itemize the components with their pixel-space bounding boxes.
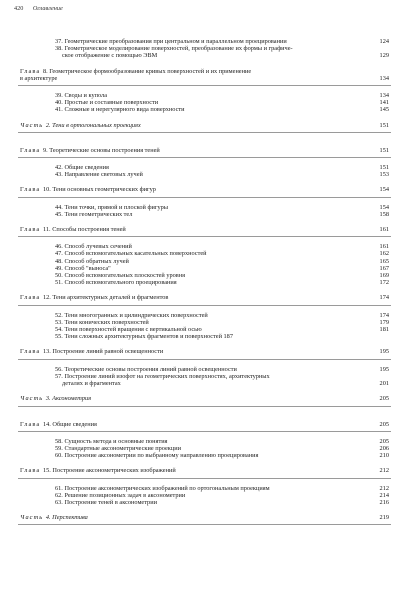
spacer — [0, 133, 409, 139]
entry-title: Направление световых лучей — [64, 171, 143, 179]
toc-part-text — [0, 514, 409, 521]
toc-entry-text — [0, 452, 409, 459]
page-ref: 141 — [379, 99, 389, 107]
chapter-number: 9. — [42, 146, 50, 154]
entry-title: Тени конических поверхностей — [64, 318, 149, 326]
toc-entry-text — [0, 99, 409, 106]
entry-title: Своды и купола — [64, 92, 107, 100]
toc-entry-row — [0, 445, 409, 452]
chapter-title: Тени архитектурных деталей и фрагментов — [52, 294, 169, 302]
page-ref: 129 — [379, 52, 389, 60]
page-ref: 158 — [379, 210, 389, 218]
page-ref: 174 — [379, 294, 389, 302]
entry-number: 60. — [55, 452, 65, 460]
page-ref: 161 — [379, 243, 389, 251]
entry-title: Построение аксонометрических изображений по ортогональным проекциям — [64, 484, 270, 492]
toc-entry-row — [0, 492, 409, 499]
toc-chapter-row — [0, 348, 409, 355]
toc-entry-row — [0, 452, 409, 459]
page-ref: 219 — [379, 514, 389, 522]
entry-title: Сложные и нерегулярного вида поверхности — [64, 106, 185, 114]
page-ref: 214 — [379, 491, 389, 499]
page-ref: 151 — [379, 146, 389, 154]
toc-entry-row — [0, 171, 409, 178]
running-head-title: Оглавление — [32, 5, 63, 12]
entry-title: Способ лучевых сечений — [64, 243, 132, 251]
toc-entry-text — [0, 366, 409, 373]
part-number: 3. — [45, 395, 53, 403]
chapter-label: Глава — [20, 294, 43, 302]
entry-title-continuation: в архитектуре — [20, 74, 58, 82]
part-number: 4. — [45, 514, 53, 522]
page-number: 420 — [14, 5, 24, 12]
page-ref: 167 — [379, 264, 389, 272]
chapter-number: 11. — [42, 226, 53, 234]
toc-entry-row — [0, 99, 409, 106]
toc-chapter-row — [0, 186, 409, 193]
toc-entry-text — [0, 485, 409, 492]
toc-entry-row — [0, 279, 409, 286]
toc-chapter-row — [0, 68, 409, 82]
running-head — [14, 5, 63, 12]
toc-entry-text — [0, 492, 409, 499]
toc-entry-row — [0, 265, 409, 272]
toc-entry-row — [0, 106, 409, 113]
toc-chapter-text — [0, 226, 409, 233]
entry-title: Теоретические основы построения линий равной освещенности — [64, 365, 237, 373]
toc-entry-text — [0, 438, 409, 445]
entry-title: Тени геометрических тел — [64, 210, 133, 218]
entry-title: Тени сложных архитектурных фрагментов и поверхностей 187 — [64, 333, 233, 341]
page-ref: 153 — [379, 171, 389, 179]
toc-entry-text — [0, 265, 409, 272]
toc-entry-text — [0, 445, 409, 452]
entry-number: 59. — [55, 444, 65, 452]
toc-entry-row — [0, 92, 409, 99]
toc-chapter-text — [0, 467, 409, 474]
entry-title: Способ обратных лучей — [64, 257, 129, 265]
entry-number: 53. — [55, 318, 65, 326]
toc-entry-row — [0, 272, 409, 279]
page-ref: 145 — [379, 106, 389, 114]
toc-part-row — [0, 514, 409, 521]
toc-chapter-text — [0, 186, 409, 193]
toc-entry-text — [0, 326, 409, 333]
part-title: Тени в ортогональных проекциях — [52, 121, 141, 129]
toc-entry-text — [0, 373, 409, 380]
toc-entry-row — [0, 211, 409, 218]
chapter-number: 12. — [42, 294, 53, 302]
page-ref: 216 — [379, 498, 389, 506]
entry-number: 40. — [55, 99, 65, 107]
toc-entry-text — [0, 243, 409, 250]
part-title: Перспектива — [52, 514, 88, 522]
toc-chapter-text — [0, 294, 409, 301]
entry-title: Решение позиционных задач в аксонометрии — [64, 491, 186, 499]
spacer — [0, 525, 409, 531]
page-ref: 205 — [379, 395, 389, 403]
entry-title-continuation: ское отображение с помощью ЭВМ — [62, 52, 158, 60]
chapter-number: 14. — [42, 420, 53, 428]
entry-number: 56. — [55, 365, 65, 373]
entry-number: 48. — [55, 257, 65, 265]
toc-entry-text — [0, 92, 409, 99]
chapter-label: Глава — [20, 467, 43, 475]
page-ref: 174 — [379, 311, 389, 319]
page-ref: 206 — [379, 444, 389, 452]
toc-part-text — [0, 122, 409, 129]
chapter-title: Построение линий равной освещенности — [52, 348, 164, 356]
chapter-number: 13. — [42, 348, 53, 356]
entry-title: Тени точки, прямой и плоской фигуры — [64, 203, 169, 211]
entry-number: 42. — [55, 164, 65, 172]
toc-entry-row — [0, 258, 409, 265]
page-ref: 169 — [379, 272, 389, 280]
entry-number: 57. — [55, 372, 65, 380]
toc-entry-text — [0, 171, 409, 178]
part-label: Часть — [20, 395, 46, 403]
entry-number: 43. — [55, 171, 65, 179]
entry-title: Геометрические преобразования при центральном и параллельном проецировании — [64, 38, 287, 45]
toc-chapter-row — [0, 226, 409, 233]
chapter-number: 15. — [42, 467, 53, 475]
entry-title: Сущность метода и основные понятия — [64, 437, 168, 445]
page-ref: 205 — [379, 420, 389, 428]
toc-entry-row — [0, 485, 409, 492]
page-ref: 181 — [379, 326, 389, 334]
chapter-title: Способы построения теней — [52, 226, 126, 234]
toc-entry-row — [0, 438, 409, 445]
toc-entry-row — [0, 319, 409, 326]
toc-chapter-row — [0, 421, 409, 428]
toc-entry-row — [0, 326, 409, 333]
toc-chapter-text — [0, 68, 409, 75]
entry-number: 47. — [55, 250, 65, 258]
toc-entry-row — [0, 366, 409, 373]
entry-title: Общие сведения — [64, 164, 109, 172]
toc-entry-row — [0, 373, 409, 387]
chapter-title: Теоретические основы построения теней — [49, 146, 160, 154]
page-ref: 161 — [379, 226, 389, 234]
chapter-number: 10. — [42, 186, 53, 194]
entry-number: 41. — [55, 106, 65, 114]
entry-title: Тени многогранных и цилиндрических поверхностей — [64, 311, 208, 319]
chapter-title: Общие сведения — [52, 420, 97, 428]
page-ref: 165 — [379, 257, 389, 265]
toc-entry-row — [0, 204, 409, 211]
part-number: 2. — [45, 121, 53, 129]
chapter-title: Тени основных геометрических фигур — [52, 186, 156, 194]
toc-entry-text — [0, 38, 409, 45]
toc-entry-row — [0, 45, 409, 59]
toc-part-row — [0, 122, 409, 129]
entry-number: 55. — [55, 333, 65, 341]
entry-number: 44. — [55, 203, 65, 211]
page-ref: 212 — [379, 484, 389, 492]
entry-number: 49. — [55, 264, 65, 272]
page-ref: 179 — [379, 318, 389, 326]
toc-entry-row — [0, 250, 409, 257]
chapter-title: Геометрическое формообразование кривых поверхностей и их применение — [49, 67, 252, 75]
chapter-title: Построение аксонометрических изображений — [52, 467, 176, 475]
toc-entry-text — [0, 250, 409, 257]
part-label: Часть — [20, 514, 46, 522]
toc-entry-text — [0, 312, 409, 319]
page-ref: 134 — [379, 74, 389, 82]
page-ref: 151 — [379, 121, 389, 129]
page-ref: 154 — [379, 203, 389, 211]
part-title: Аксонометрия — [52, 395, 92, 403]
entry-number: 45. — [55, 210, 65, 218]
page-ref: 151 — [379, 164, 389, 172]
entry-title: Простые и составные поверхности — [64, 99, 159, 107]
entry-number: 50. — [55, 272, 65, 280]
entry-number: 38. — [55, 45, 65, 53]
entry-number: 51. — [55, 279, 65, 287]
toc-chapter-text — [0, 147, 409, 154]
entry-title: Стандартные аксонометрические проекции — [64, 444, 181, 452]
chapter-label: Глава — [20, 67, 43, 75]
page-ref: 212 — [379, 467, 389, 475]
toc-part-text — [0, 395, 409, 402]
toc-entry-text — [0, 258, 409, 265]
entry-number: 61. — [55, 484, 65, 492]
page-ref: 124 — [379, 38, 389, 45]
toc-part-row — [0, 395, 409, 402]
page-ref: 195 — [379, 348, 389, 356]
toc-entry-text — [0, 319, 409, 326]
entry-title: Способ "выноса" — [64, 264, 111, 272]
part-label: Часть — [20, 121, 46, 129]
toc-entry-row — [0, 312, 409, 319]
toc-entry-row — [0, 38, 409, 45]
toc-entry-text — [0, 164, 409, 171]
entry-title: Геометрическое моделирование поверхностей, преобразование их формы и графиче- — [64, 45, 293, 53]
chapter-label: Глава — [20, 186, 43, 194]
spacer — [0, 407, 409, 413]
entry-title: Построение теней в аксонометрии — [64, 498, 157, 506]
entry-number: 39. — [55, 92, 65, 100]
toc-chapter-text — [0, 421, 409, 428]
chapter-label: Глава — [20, 146, 43, 154]
toc-entry-row — [0, 243, 409, 250]
toc-entry-text — [0, 45, 409, 52]
toc-chapter-text — [0, 348, 409, 355]
entry-title: Построение линий изофот на геометрических поверхностях, архитектурных — [64, 372, 270, 380]
toc-entry-text — [0, 106, 409, 113]
entry-number: 46. — [55, 243, 65, 251]
page-ref: 210 — [379, 452, 389, 460]
toc-chapter-row — [0, 467, 409, 474]
entry-title: Тени поверхностей вращения с вертикальной осью — [64, 326, 202, 334]
entry-number: 37. — [55, 38, 65, 45]
entry-title: Способ вспомогательных плоскостей уровня — [64, 272, 186, 280]
entry-title: Способ вспомогательных касательных поверхностей — [64, 250, 207, 258]
entry-number: 52. — [55, 311, 65, 319]
toc-entry-text — [0, 279, 409, 286]
toc-entry-text — [0, 211, 409, 218]
entry-title-continuation: деталях и фрагментах — [62, 380, 121, 388]
toc-entry-text — [0, 333, 409, 340]
entry-number: 54. — [55, 326, 65, 334]
chapter-label: Глава — [20, 420, 43, 428]
page-ref: 162 — [379, 250, 389, 258]
page-ref: 205 — [379, 437, 389, 445]
toc-entry-row — [0, 333, 409, 340]
toc-entry-row — [0, 499, 409, 506]
chapter-label: Глава — [20, 348, 43, 356]
entry-number: 58. — [55, 437, 65, 445]
entry-title: Построение аксонометрии по выбранному направлению проецирования — [64, 452, 259, 460]
chapter-label: Глава — [20, 226, 43, 234]
page-ref: 201 — [379, 380, 389, 388]
page-ref: 154 — [379, 186, 389, 194]
toc-entry-text — [0, 272, 409, 279]
page-ref: 172 — [379, 279, 389, 287]
toc-entry-text — [0, 499, 409, 506]
entry-title: Способ вспомогательного проецирования — [64, 279, 177, 287]
page-ref: 134 — [379, 92, 389, 100]
chapter-number: 8. — [42, 67, 50, 75]
toc-chapter-row — [0, 294, 409, 301]
table-of-contents — [0, 38, 409, 531]
toc-entry-row — [0, 164, 409, 171]
entry-number: 63. — [55, 498, 65, 506]
entry-number: 62. — [55, 491, 65, 499]
page-ref: 195 — [379, 365, 389, 373]
toc-entry-text — [0, 204, 409, 211]
toc-chapter-row — [0, 147, 409, 154]
